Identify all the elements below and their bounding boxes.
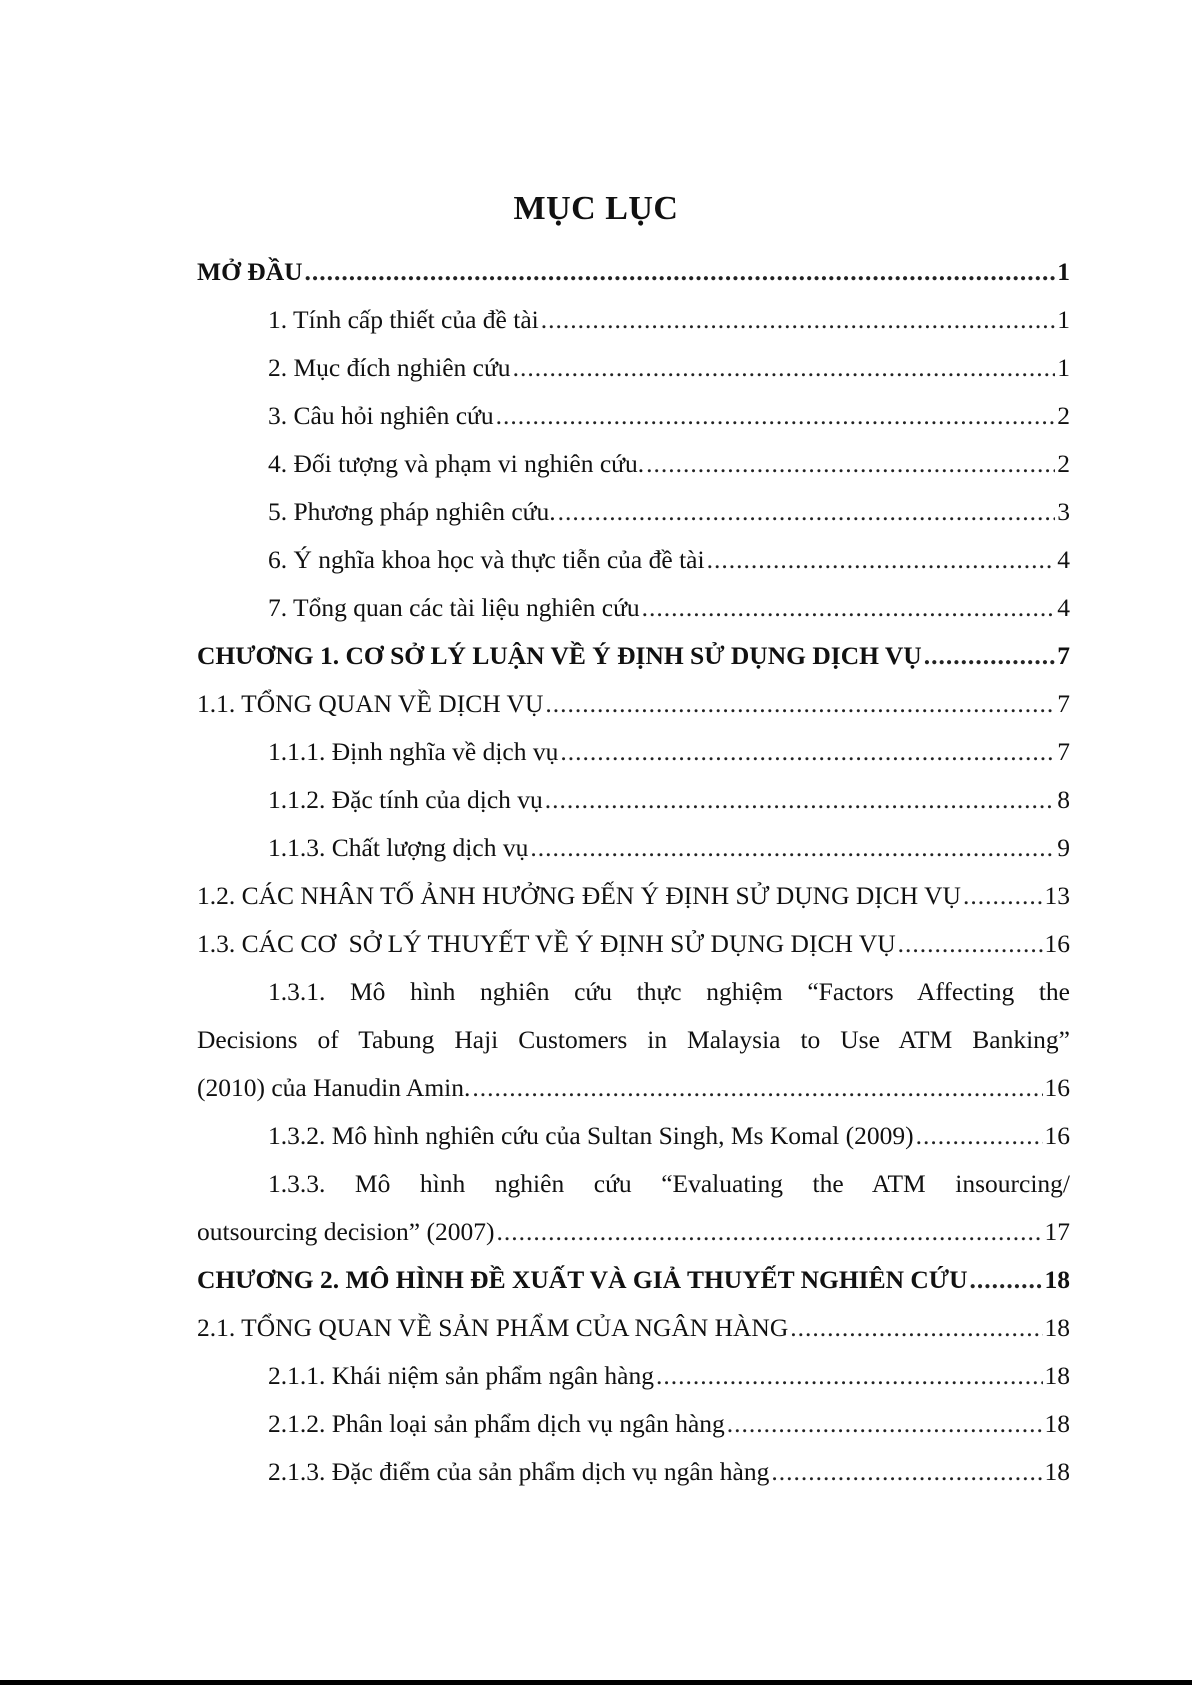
toc-entry-chapter-1[interactable]	[197, 632, 1070, 680]
toc-entry-label: 1.1. TỔNG QUAN VỀ DỊCH VỤ	[197, 689, 544, 718]
dot-leader	[496, 1208, 1042, 1256]
toc-entry-label: Decisions of Tabung Haji Customers in Malaysia to Use ATM Banking”	[197, 1025, 1070, 1054]
toc-entry[interactable]	[197, 344, 1070, 392]
toc-entry-page: 1	[1057, 257, 1070, 286]
toc-entry[interactable]	[197, 440, 1070, 488]
toc-entry-label: 7. Tổng quan các tài liệu nghiên cứu	[268, 593, 640, 622]
toc-entry[interactable]	[197, 488, 1070, 536]
toc-entry-page: 9	[1057, 833, 1070, 862]
toc-entry-label: 1.1.1. Định nghĩa về dịch vụ	[268, 737, 559, 766]
toc-entry-label: 1.3.1. Mô hình nghiên cứu thực nghiệm “Factors Affecting the	[268, 977, 1070, 1006]
toc-entry-label: 1.2. CÁC NHÂN TỐ ẢNH HƯỞNG ĐẾN Ý ĐỊNH SỬ DỤNG DỊCH VỤ	[197, 881, 961, 910]
toc-entry-page: 18	[1044, 1265, 1070, 1294]
toc-entry-label: 1. Tính cấp thiết của đề tài	[268, 305, 539, 334]
toc-entry[interactable]	[197, 584, 1070, 632]
dot-leader	[727, 1400, 1043, 1448]
toc-entry-section[interactable]	[197, 872, 1070, 920]
dot-leader	[916, 1112, 1043, 1160]
toc-entry-page: 18	[1044, 1409, 1070, 1438]
toc-entry[interactable]	[197, 1112, 1070, 1160]
table-of-contents	[197, 248, 1070, 1496]
toc-entry-chapter-2[interactable]	[197, 1256, 1070, 1304]
toc-entry-label: (2010) của Hanudin Amin.	[197, 1073, 471, 1102]
toc-entry-label: 2.1.1. Khái niệm sản phẩm ngân hàng	[268, 1361, 654, 1390]
dot-leader	[305, 248, 1056, 296]
toc-entry-page: 16	[1044, 1121, 1070, 1150]
toc-entry-page: 17	[1044, 1217, 1070, 1246]
toc-entry-intro[interactable]	[197, 248, 1070, 296]
toc-entry-label: 1.3. CÁC CƠ SỞ LÝ THUYẾT VỀ Ý ĐỊNH SỬ DỤNG DỊCH VỤ	[197, 929, 896, 958]
toc-entry[interactable]	[197, 1448, 1070, 1496]
dot-leader	[558, 488, 1056, 536]
toc-entry-multiline-line-2[interactable]	[197, 1208, 1070, 1256]
dot-leader	[771, 1448, 1042, 1496]
dot-leader	[924, 632, 1056, 680]
dot-leader	[656, 1352, 1043, 1400]
dot-leader	[560, 728, 1055, 776]
toc-entry-page: 8	[1057, 785, 1070, 814]
toc-entry-multiline-line-1[interactable]	[197, 1160, 1070, 1208]
toc-entry-label: CHƯƠNG 1. CƠ SỞ LÝ LUẬN VỀ Ý ĐỊNH SỬ DỤNG DỊCH VỤ	[197, 641, 922, 670]
dot-leader	[646, 440, 1055, 488]
toc-entry-page: 13	[1044, 881, 1070, 910]
toc-entry-page: 16	[1044, 1073, 1070, 1102]
toc-entry-label: 2.1. TỔNG QUAN VỀ SẢN PHẨM CỦA NGÂN HÀNG	[197, 1313, 789, 1342]
toc-entry-label: 4. Đối tượng và phạm vi nghiên cứu.	[268, 449, 645, 478]
toc-entry-label: 1.3.3. Mô hình nghiên cứu “Evaluating the ATM insourcing/	[268, 1169, 1070, 1198]
toc-entry-page: 16	[1044, 929, 1070, 958]
toc-entry-label: MỞ ĐẦU	[197, 257, 303, 286]
toc-entry-label: 2. Mục đích nghiên cứu	[268, 353, 511, 382]
toc-entry-page: 4	[1057, 593, 1070, 622]
toc-entry[interactable]	[197, 392, 1070, 440]
toc-entry[interactable]	[197, 536, 1070, 584]
dot-leader	[545, 776, 1055, 824]
toc-entry-multiline-line-1[interactable]	[197, 968, 1070, 1016]
dot-leader	[530, 824, 1055, 872]
toc-entry-page: 18	[1044, 1313, 1070, 1342]
toc-entry-section[interactable]	[197, 1304, 1070, 1352]
toc-entry-section[interactable]	[197, 920, 1070, 968]
dot-leader	[970, 1256, 1043, 1304]
toc-entry-label: 5. Phương pháp nghiên cứu.	[268, 497, 556, 526]
toc-entry[interactable]	[197, 824, 1070, 872]
dot-leader	[790, 1304, 1042, 1352]
dot-leader	[496, 392, 1056, 440]
toc-entry[interactable]	[197, 728, 1070, 776]
toc-entry-page: 1	[1057, 353, 1070, 382]
toc-entry-label: 3. Câu hỏi nghiên cứu	[268, 401, 494, 430]
toc-entry-section[interactable]	[197, 680, 1070, 728]
bottom-border	[0, 1680, 1192, 1685]
toc-entry-label: CHƯƠNG 2. MÔ HÌNH ĐỀ XUẤT VÀ GIẢ THUYẾT NGHIÊN CỨU	[197, 1265, 968, 1294]
toc-entry[interactable]	[197, 1400, 1070, 1448]
toc-entry-page: 7	[1057, 641, 1070, 670]
dot-leader	[472, 1064, 1042, 1112]
toc-entry-page: 1	[1057, 305, 1070, 334]
toc-entry[interactable]	[197, 776, 1070, 824]
dot-leader	[707, 536, 1056, 584]
toc-entry-label: 2.1.3. Đặc điểm của sản phẩm dịch vụ ngân hàng	[268, 1457, 770, 1486]
toc-entry-label: 1.1.2. Đặc tính của dịch vụ	[268, 785, 543, 814]
toc-entry-multiline-line-3[interactable]	[197, 1064, 1070, 1112]
toc-entry-page: 2	[1057, 401, 1070, 430]
dot-leader	[513, 344, 1056, 392]
toc-entry-page: 4	[1057, 545, 1070, 574]
toc-entry-label: 2.1.2. Phân loại sản phẩm dịch vụ ngân hàng	[268, 1409, 725, 1438]
dot-leader	[642, 584, 1056, 632]
toc-entry-page: 7	[1057, 689, 1070, 718]
toc-entry-page: 3	[1057, 497, 1070, 526]
dot-leader	[963, 872, 1043, 920]
toc-entry-page: 7	[1057, 737, 1070, 766]
toc-entry-page: 18	[1044, 1361, 1070, 1390]
dot-leader	[545, 680, 1055, 728]
toc-entry-label: 1.1.3. Chất lượng dịch vụ	[268, 833, 529, 862]
toc-entry[interactable]	[197, 296, 1070, 344]
dot-leader	[541, 296, 1056, 344]
toc-entry-multiline-line-2[interactable]	[197, 1016, 1070, 1064]
page-title: MỤC LỤC	[513, 190, 679, 227]
toc-entry-label: 6. Ý nghĩa khoa học và thực tiễn của đề tài	[268, 545, 705, 574]
toc-entry-page: 2	[1057, 449, 1070, 478]
toc-entry-page: 18	[1044, 1457, 1070, 1486]
toc-entry[interactable]	[197, 1352, 1070, 1400]
toc-entry-label: outsourcing decision” (2007)	[197, 1217, 495, 1246]
toc-entry-label: 1.3.2. Mô hình nghiên cứu của Sultan Singh, Ms Komal (2009)	[268, 1121, 914, 1150]
dot-leader	[898, 920, 1043, 968]
